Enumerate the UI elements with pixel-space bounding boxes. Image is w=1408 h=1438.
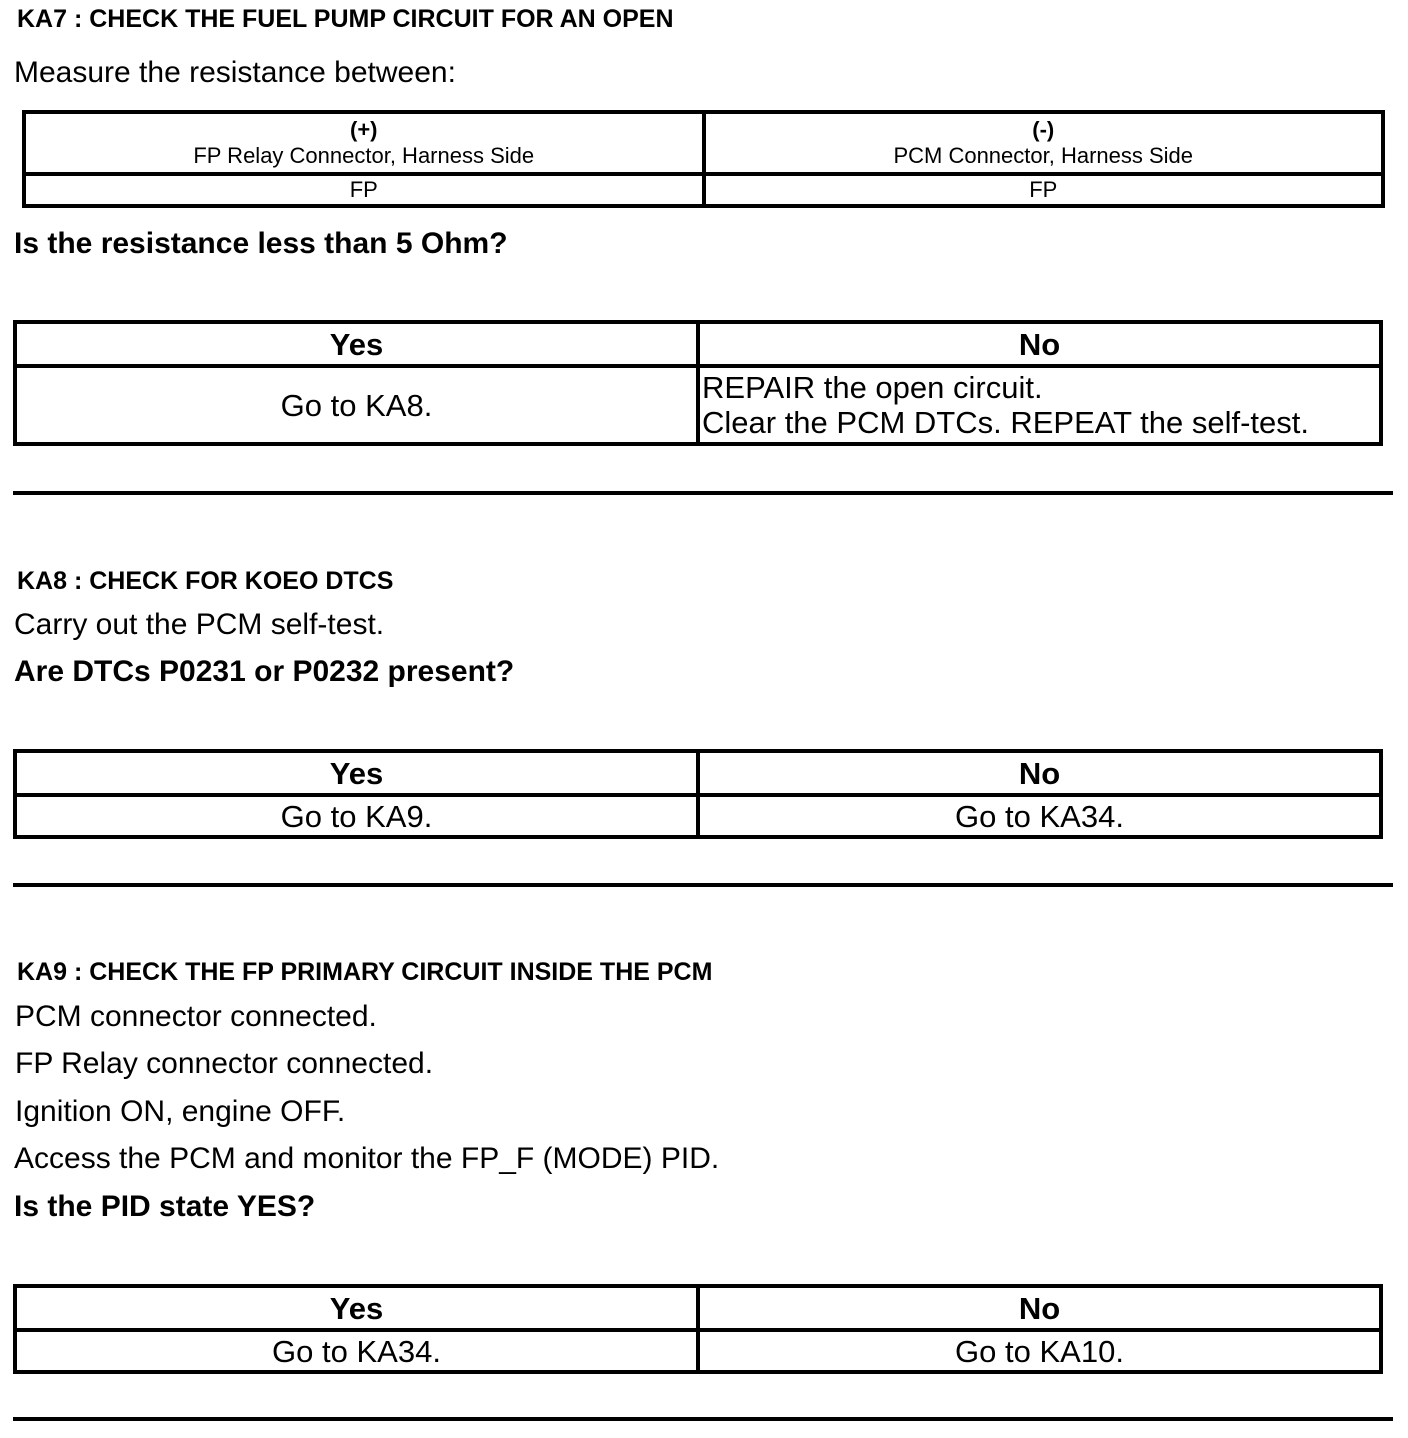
ka7-no-action-line1: REPAIR the open circuit. bbox=[702, 370, 1043, 405]
ka8-heading: KA8 : CHECK FOR KOEO DTCS bbox=[17, 567, 394, 595]
ka9-question: Is the PID state YES? bbox=[14, 1190, 316, 1223]
ka9-yes-header: Yes bbox=[15, 1286, 698, 1330]
ka9-step: Ignition ON, engine OFF. bbox=[15, 1095, 346, 1128]
ka7-question: Is the resistance less than 5 Ohm? bbox=[14, 227, 508, 260]
ka9-yes-action: Go to KA34. bbox=[15, 1330, 698, 1372]
ka8-instruction: Carry out the PCM self-test. bbox=[14, 608, 385, 641]
section-divider bbox=[13, 883, 1393, 887]
ka8-no-action: Go to KA34. bbox=[698, 795, 1381, 837]
ka8-no-header: No bbox=[698, 751, 1381, 795]
ka7-no-header: No bbox=[698, 322, 1381, 366]
ka7-no-action-line2: Clear the PCM DTCs. REPEAT the self-test. bbox=[702, 405, 1309, 440]
positive-sign: (+) bbox=[350, 117, 378, 142]
ka9-step: Access the PCM and monitor the FP_F (MODE) PID. bbox=[14, 1142, 720, 1175]
ka8-decision-table bbox=[13, 749, 1383, 839]
ka9-decision-table bbox=[13, 1284, 1383, 1374]
ka7-decision-table bbox=[13, 320, 1383, 446]
ka9-step: FP Relay connector connected. bbox=[15, 1047, 434, 1080]
negative-sign: (-) bbox=[1032, 117, 1055, 142]
ka9-heading: KA9 : CHECK THE FP PRIMARY CIRCUIT INSIDE THE PCM bbox=[17, 958, 713, 986]
section-divider bbox=[13, 1417, 1393, 1421]
ka7-yes-action: Go to KA8. bbox=[15, 366, 698, 444]
ka9-no-action: Go to KA10. bbox=[698, 1330, 1381, 1372]
ka8-yes-header: Yes bbox=[15, 751, 698, 795]
section-divider bbox=[13, 491, 1393, 495]
ka7-instruction: Measure the resistance between: bbox=[14, 56, 456, 89]
ka7-heading: KA7 : CHECK THE FUEL PUMP CIRCUIT FOR AN OPEN bbox=[17, 5, 674, 33]
positive-connector-label: FP Relay Connector, Harness Side bbox=[193, 143, 535, 168]
ka9-no-header: No bbox=[698, 1286, 1381, 1330]
measure-header-positive bbox=[24, 112, 704, 174]
ka8-question: Are DTCs P0231 or P0232 present? bbox=[14, 655, 515, 688]
ka7-measure-table bbox=[22, 110, 1385, 208]
measure-header-negative bbox=[704, 112, 1384, 174]
ka8-yes-action: Go to KA9. bbox=[15, 795, 698, 837]
ka7-yes-header: Yes bbox=[15, 322, 698, 366]
ka9-step: PCM connector connected. bbox=[15, 1000, 377, 1033]
positive-pin: FP bbox=[24, 174, 704, 206]
ka7-no-action bbox=[698, 366, 1381, 444]
negative-pin: FP bbox=[704, 174, 1384, 206]
negative-connector-label: PCM Connector, Harness Side bbox=[893, 143, 1194, 168]
